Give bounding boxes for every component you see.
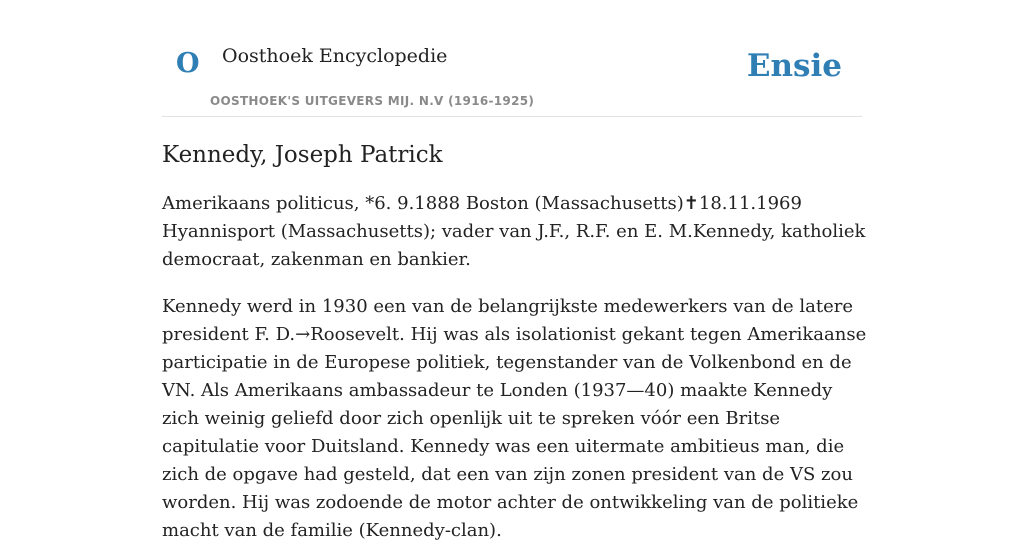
article-title: Kennedy, Joseph Patrick bbox=[162, 142, 443, 168]
source-header bbox=[162, 0, 862, 117]
article-paragraph: Amerikaans politicus, *6. 9.1888 Boston (Massachusetts)✝18.11.1969 Hyannisport (Massachusetts); vader van J.F., R.F. en E. M.Kennedy, katholiek democraat, zakenman en bankier. bbox=[162, 193, 866, 270]
article bbox=[162, 136, 868, 545]
article-paragraph: Kennedy werd in 1930 een van de belangrijkste medewerkers van de latere president F. D.→Roosevelt. Hij was als isolationist gekant tegen Amerikaanse participatie in de Europese politiek, tegenstander van de Volkenbond en de VN. Als Amerikaans ambassadeur te Londen (1937—40) maakte Kennedy zich weinig geliefd door zich openlijk uit te spreken vóór een Britse capitulatie voor Duitsland. Kennedy was een uitermate ambitieus man, die zich de opgave had gesteld, dat een van zijn zonen president van de VS zou worden. Hij was zodoende de motor achter de ontwikkeling van de politieke macht van de familie (Kennedy-clan). bbox=[162, 296, 867, 541]
source-logo[interactable]: O bbox=[176, 48, 200, 79]
source-title-link[interactable]: Oosthoek Encyclopedie bbox=[222, 45, 448, 67]
site-logo[interactable]: Ensie bbox=[746, 48, 842, 84]
source-subtitle: OOSTHOEK'S UITGEVERS MIJ. N.V (1916-1925) bbox=[210, 94, 535, 108]
